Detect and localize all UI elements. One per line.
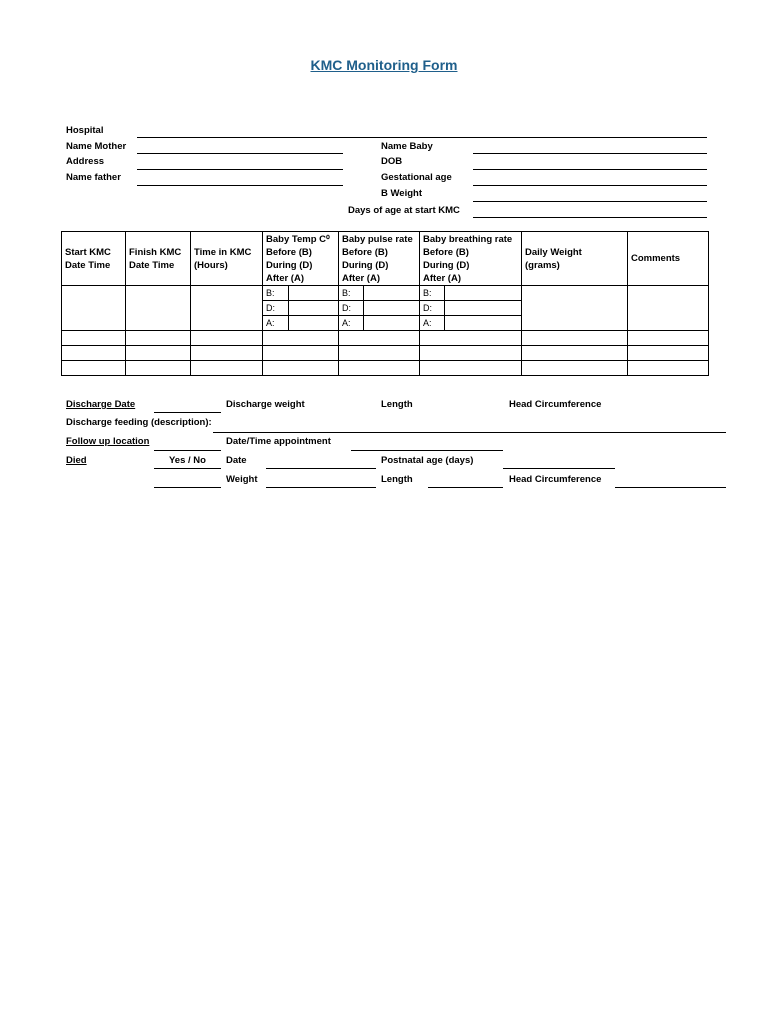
table-header-row xyxy=(62,232,709,286)
postnatal-age-label: Postnatal age (days) xyxy=(381,455,474,466)
empty-cell[interactable] xyxy=(522,346,628,361)
name-baby-line[interactable] xyxy=(473,153,707,154)
length-label: Length xyxy=(381,399,413,410)
breath-d-cell[interactable] xyxy=(445,301,522,316)
hospital-line[interactable] xyxy=(137,137,707,138)
date-label: Date xyxy=(226,455,247,466)
empty-cell[interactable] xyxy=(420,346,522,361)
name-mother-label: Name Mother xyxy=(66,141,127,152)
discharge-date-label: Discharge Date xyxy=(66,399,136,410)
breath-a-cell[interactable] xyxy=(445,316,522,331)
days-of-age-line[interactable] xyxy=(473,217,707,218)
pulse-b-cell[interactable] xyxy=(364,286,420,301)
pulse-d-label: D: xyxy=(339,301,364,316)
gestational-age-label: Gestational age xyxy=(381,172,452,183)
breath-b-cell[interactable] xyxy=(445,286,522,301)
follow-up-line[interactable] xyxy=(154,450,221,451)
name-baby-label: Name Baby xyxy=(381,141,433,152)
empty-cell[interactable] xyxy=(628,346,709,361)
empty-cell[interactable] xyxy=(191,331,263,346)
empty-cell[interactable] xyxy=(420,361,522,376)
address-label: Address xyxy=(66,156,105,167)
b-weight-line[interactable] xyxy=(473,201,707,202)
cell-comments[interactable] xyxy=(628,286,709,331)
header-baby-pulse: Baby pulse rate Before (B) During (D) After (A) xyxy=(339,232,420,286)
temp-a-cell[interactable] xyxy=(289,316,339,331)
cell-start-kmc[interactable] xyxy=(62,286,126,331)
empty-cell[interactable] xyxy=(62,361,126,376)
appointment-line[interactable] xyxy=(351,450,503,451)
empty-cell[interactable] xyxy=(191,361,263,376)
temp-d-cell[interactable] xyxy=(289,301,339,316)
hospital-label: Hospital xyxy=(66,125,104,136)
header-baby-temp: Baby Temp C⁰ Before (B) During (D) After (A) xyxy=(263,232,339,286)
head-circumference2-label: Head Circumference xyxy=(509,474,602,485)
empty-cell[interactable] xyxy=(62,331,126,346)
yes-no-line[interactable] xyxy=(154,468,221,469)
form-title: KMC Monitoring Form xyxy=(310,57,458,73)
cell-finish-kmc[interactable] xyxy=(126,286,191,331)
empty-cell[interactable] xyxy=(126,331,191,346)
empty-cell[interactable] xyxy=(628,331,709,346)
empty-cell[interactable] xyxy=(62,346,126,361)
discharge-feeding-label: Discharge feeding (description): xyxy=(66,417,212,428)
head-circumference-label: Head Circumference xyxy=(509,399,602,410)
address-line[interactable] xyxy=(137,169,343,170)
weight-label: Weight xyxy=(226,474,258,485)
pulse-a-label: A: xyxy=(339,316,364,331)
empty-cell[interactable] xyxy=(339,331,420,346)
discharge-feeding-line[interactable] xyxy=(213,432,726,433)
cell-time-in-kmc[interactable] xyxy=(191,286,263,331)
pulse-b-label: B: xyxy=(339,286,364,301)
empty-cell[interactable] xyxy=(628,361,709,376)
header-time-in-kmc: Time in KMC (Hours) xyxy=(191,232,263,286)
table-row xyxy=(62,286,709,301)
empty-cell[interactable] xyxy=(191,346,263,361)
temp-b-label: B: xyxy=(263,286,289,301)
days-of-age-label: Days of age at start KMC xyxy=(348,205,460,216)
date-line[interactable] xyxy=(266,468,376,469)
date-time-appointment-label: Date/Time appointment xyxy=(226,436,331,447)
breath-a-label: A: xyxy=(420,316,445,331)
empty-cell[interactable] xyxy=(263,346,339,361)
header-finish-kmc: Finish KMC Date Time xyxy=(126,232,191,286)
weight-line[interactable] xyxy=(266,487,376,488)
empty-cell[interactable] xyxy=(263,361,339,376)
header-start-kmc: Start KMC Date Time xyxy=(62,232,126,286)
b-weight-label: B Weight xyxy=(381,188,422,199)
temp-a-label: A: xyxy=(263,316,289,331)
pulse-a-cell[interactable] xyxy=(364,316,420,331)
empty-cell[interactable] xyxy=(339,346,420,361)
table-row xyxy=(62,331,709,346)
dob-label: DOB xyxy=(381,156,403,167)
length2-line[interactable] xyxy=(428,487,503,488)
empty-cell[interactable] xyxy=(522,331,628,346)
table-row xyxy=(62,346,709,361)
follow-up-label: Follow up location xyxy=(66,436,150,447)
gestational-age-line[interactable] xyxy=(473,185,707,186)
header-comments: Comments xyxy=(628,232,709,286)
monitoring-table xyxy=(61,231,709,376)
name-mother-line[interactable] xyxy=(137,153,343,154)
empty-cell[interactable] xyxy=(126,346,191,361)
breath-b-label: B: xyxy=(420,286,445,301)
died-blank-line[interactable] xyxy=(154,487,221,488)
pulse-d-cell[interactable] xyxy=(364,301,420,316)
length2-label: Length xyxy=(381,474,413,485)
discharge-weight-label: Discharge weight xyxy=(226,399,305,410)
header-daily-weight: Daily Weight (grams) xyxy=(522,232,628,286)
empty-cell[interactable] xyxy=(420,331,522,346)
empty-cell[interactable] xyxy=(522,361,628,376)
header-baby-breathing: Baby breathing rate Before (B) During (D) After (A) xyxy=(420,232,522,286)
empty-cell[interactable] xyxy=(126,361,191,376)
dob-line[interactable] xyxy=(473,169,707,170)
cell-daily-weight[interactable] xyxy=(522,286,628,331)
breath-d-label: D: xyxy=(420,301,445,316)
discharge-date-line[interactable] xyxy=(154,412,221,413)
table-row xyxy=(62,361,709,376)
temp-d-label: D: xyxy=(263,301,289,316)
head-circumference2-line[interactable] xyxy=(615,487,726,488)
temp-b-cell[interactable] xyxy=(289,286,339,301)
empty-cell[interactable] xyxy=(263,331,339,346)
yes-no-label: Yes / No xyxy=(169,455,206,466)
postnatal-age-line[interactable] xyxy=(503,468,615,469)
name-father-line[interactable] xyxy=(137,185,343,186)
name-father-label: Name father xyxy=(66,172,121,183)
died-label: Died xyxy=(66,455,87,466)
empty-cell[interactable] xyxy=(339,361,420,376)
